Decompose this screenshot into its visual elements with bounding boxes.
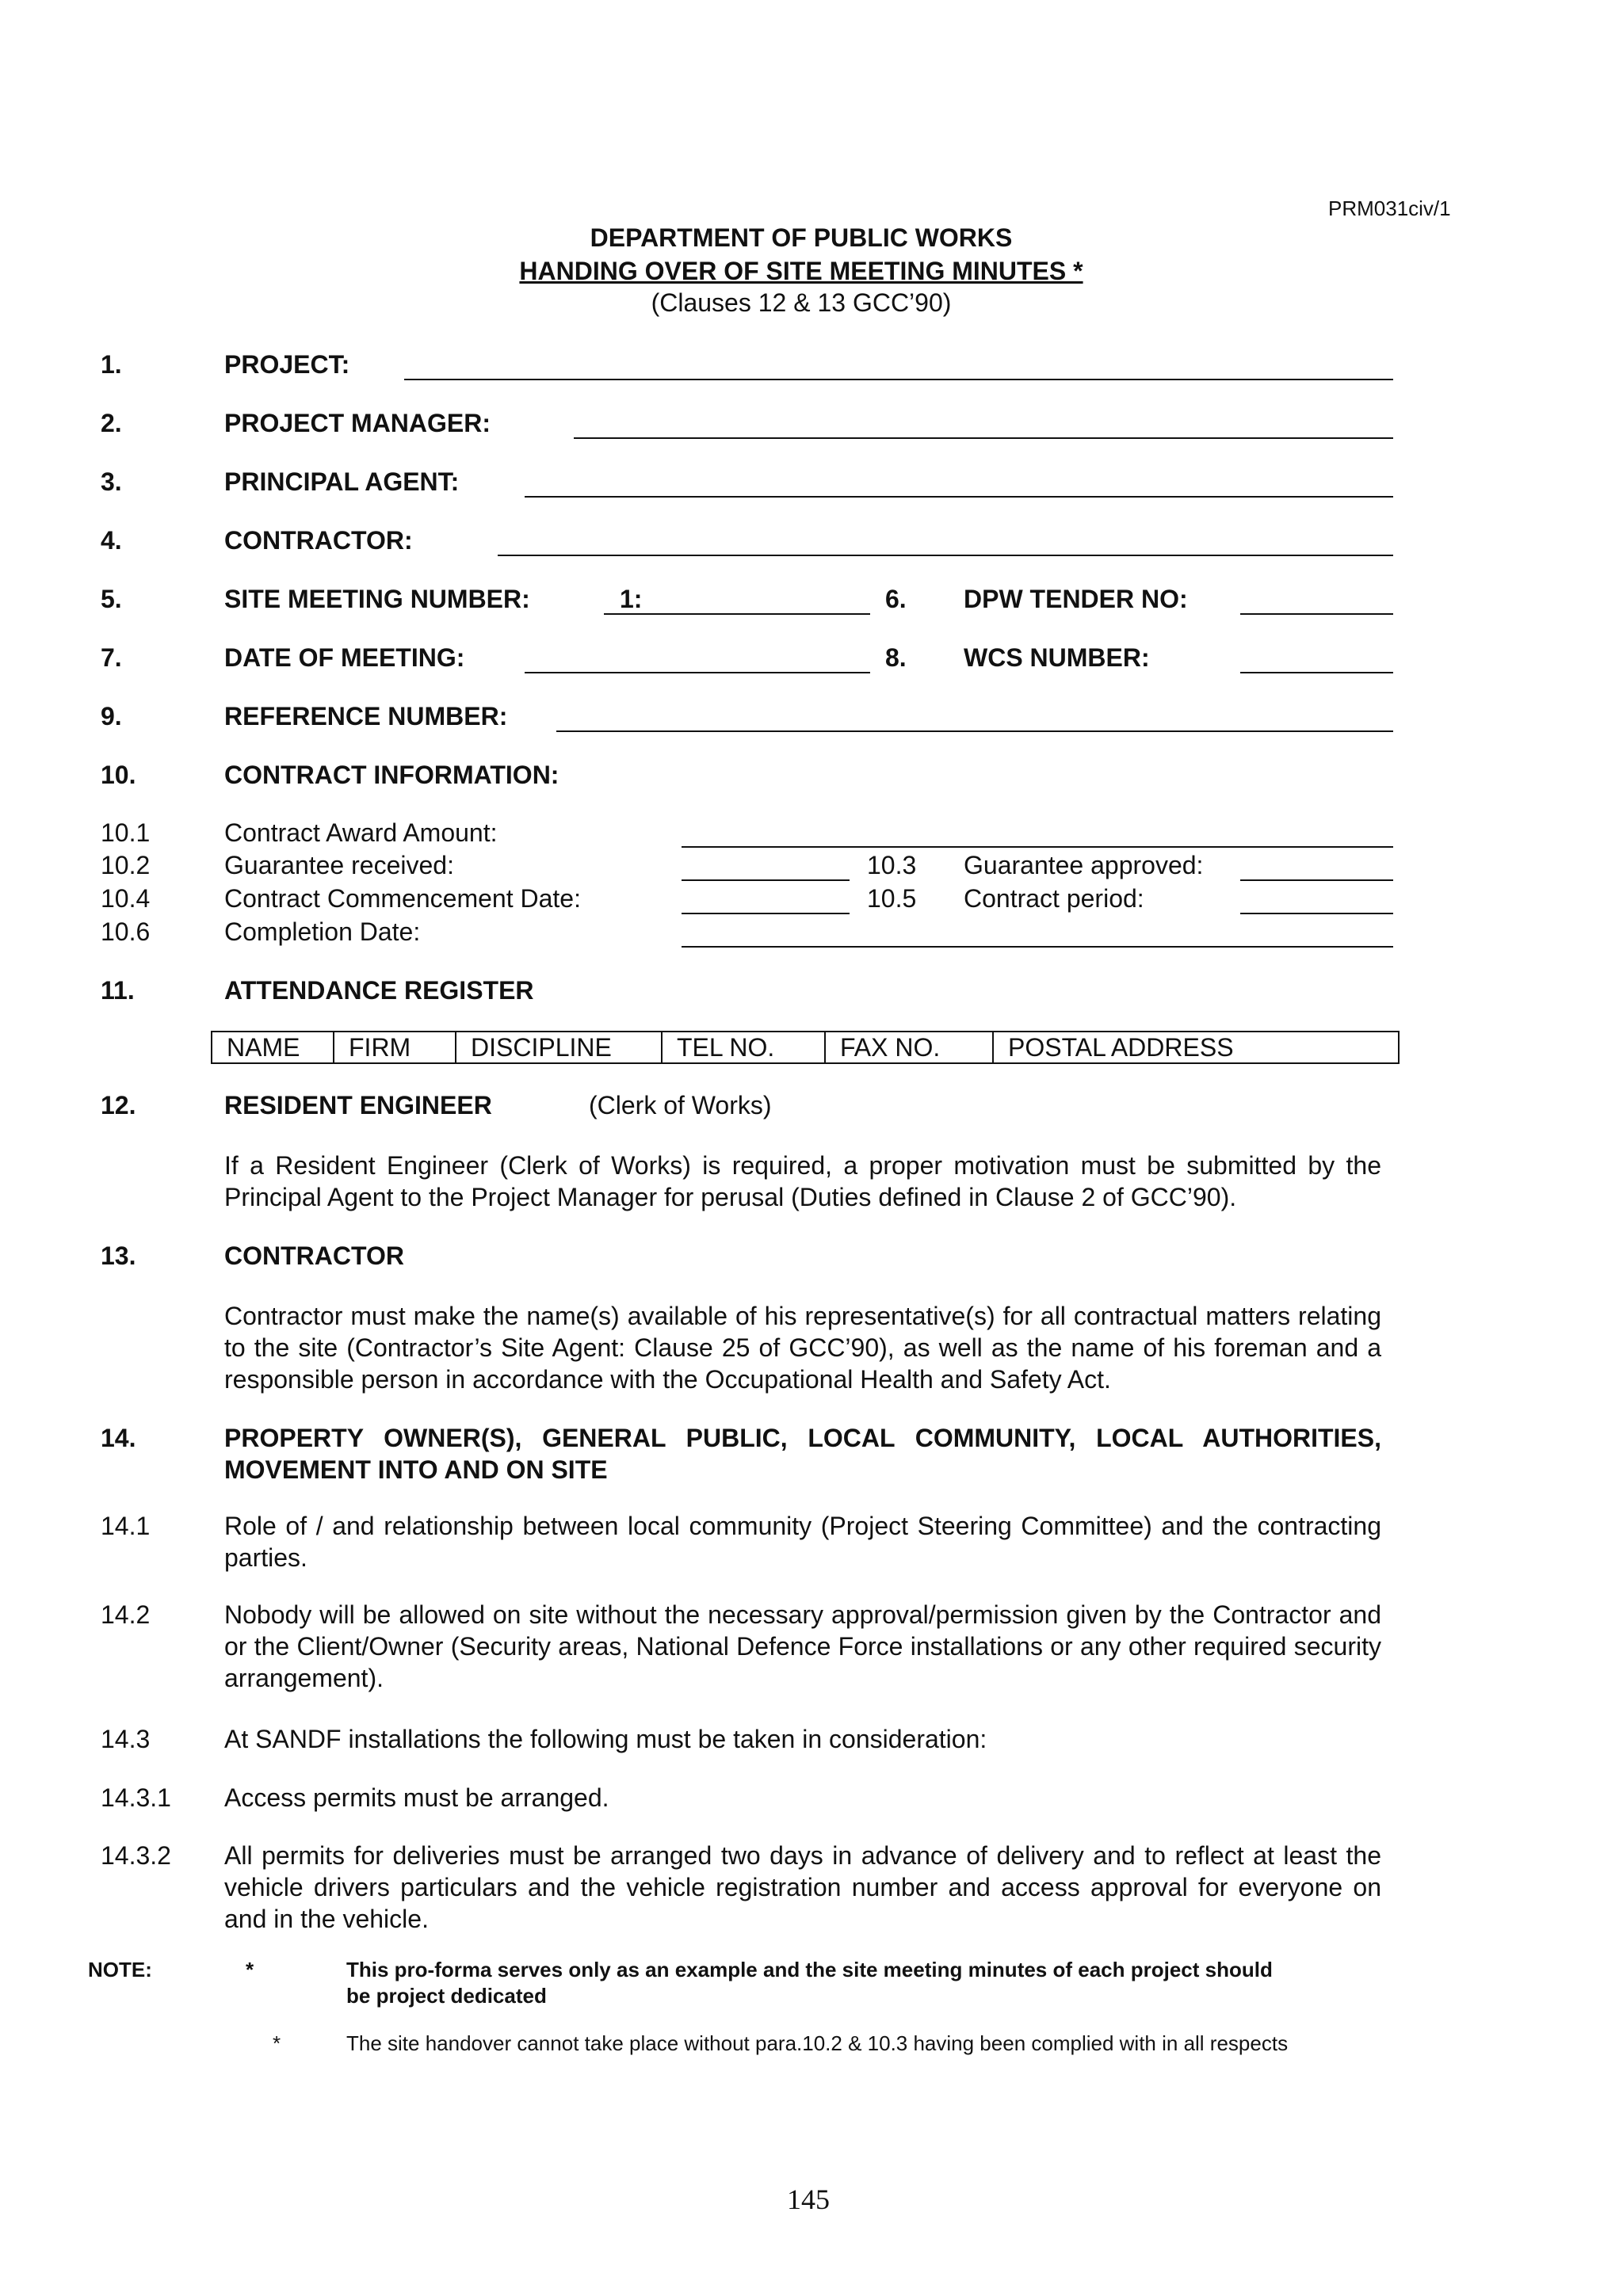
note-asterisk: *	[273, 2031, 281, 2055]
item-number: 10.5	[867, 884, 917, 913]
completion-date-input-line[interactable]	[682, 946, 1393, 948]
section-number: 11.	[101, 976, 135, 1005]
field-number: 10.	[101, 761, 136, 789]
contractor-heading: CONTRACTOR	[224, 1241, 404, 1270]
section-number: 12.	[101, 1091, 136, 1119]
contract-award-amount-input-line[interactable]	[682, 846, 1393, 848]
wcs-number-input-line[interactable]	[1240, 672, 1393, 673]
column-header: NAME	[212, 1032, 334, 1063]
project-manager-label: PROJECT MANAGER:	[224, 409, 491, 437]
date-of-meeting-input-line[interactable]	[525, 672, 870, 673]
attendance-register-heading: ATTENDANCE REGISTER	[224, 976, 534, 1005]
date-of-meeting-label: DATE OF MEETING:	[224, 643, 465, 672]
page-number: 145	[787, 2183, 830, 2215]
reference-number-label: REFERENCE NUMBER:	[224, 702, 508, 730]
note-pro-forma: This pro-forma serves only as an example and the site meeting minutes of each project should be project dedicated	[346, 1958, 1273, 2008]
attendance-register-table	[211, 1031, 1400, 1064]
contractor-label: CONTRACTOR:	[224, 526, 413, 555]
field-number: 4.	[101, 526, 122, 555]
contract-period-label: Contract period:	[964, 884, 1144, 913]
guarantee-received-label: Guarantee received:	[224, 851, 454, 879]
note-label: NOTE:	[88, 1958, 152, 1981]
contract-information-heading: CONTRACT INFORMATION:	[224, 761, 559, 789]
site-meeting-number-label: SITE MEETING NUMBER:	[224, 585, 530, 613]
item-number: 14.3.2	[101, 1841, 171, 1870]
resident-engineer-paragraph: If a Resident Engineer (Clerk of Works) is required, a proper motivation must be submitted by the Principal Agent to the Project Manager for perusal (Duties defined in Clause 2 of GCC’90).	[224, 1151, 1381, 1211]
item-number: 10.3	[867, 851, 917, 879]
contract-commencement-date-input-line[interactable]	[682, 913, 850, 914]
department-title: DEPARTMENT OF PUBLIC WORKS	[590, 223, 1013, 252]
table-header-row	[212, 1032, 1399, 1063]
completion-date-label: Completion Date:	[224, 917, 421, 946]
field-number: 1.	[101, 350, 122, 379]
document-subtitle: (Clauses 12 & 13 GCC’90)	[651, 288, 952, 317]
item-number: 10.2	[101, 851, 151, 879]
project-manager-input-line[interactable]	[574, 437, 1393, 439]
column-header: FAX NO.	[825, 1032, 993, 1063]
note-site-handover: The site handover cannot take place without para.10.2 & 10.3 having been complied with in all respects	[346, 2031, 1289, 2055]
field-number: 3.	[101, 467, 122, 496]
field-number: 8.	[885, 643, 907, 672]
field-number: 7.	[101, 643, 122, 672]
section-number: 13.	[101, 1241, 136, 1270]
role-relationship-paragraph: Role of / and relationship between local community (Project Steering Committee) and the contracting parties.	[224, 1512, 1381, 1572]
contract-period-input-line[interactable]	[1240, 913, 1393, 914]
resident-engineer-heading: RESIDENT ENGINEER	[224, 1091, 492, 1119]
contract-award-amount-label: Contract Award Amount:	[224, 818, 498, 847]
guarantee-approved-label: Guarantee approved:	[964, 851, 1204, 879]
item-number: 10.4	[101, 884, 151, 913]
site-meeting-number-input-line[interactable]	[604, 613, 870, 615]
form-code: PRM031civ/1	[1328, 196, 1451, 220]
field-number: 9.	[101, 702, 122, 730]
field-number: 2.	[101, 409, 122, 437]
property-owner-heading: PROPERTY OWNER(S), GENERAL PUBLIC, LOCAL COMMUNITY, LOCAL AUTHORITIES, MOVEMENT INTO AND ON SITE	[224, 1424, 1381, 1484]
principal-agent-input-line[interactable]	[525, 496, 1393, 498]
note-asterisk: *	[246, 1958, 254, 1981]
item-number: 14.1	[101, 1512, 151, 1540]
contract-commencement-date-label: Contract Commencement Date:	[224, 884, 581, 913]
item-number: 10.6	[101, 917, 151, 946]
field-number: 5.	[101, 585, 122, 613]
site-access-paragraph: Nobody will be allowed on site without the necessary approval/permission given by the Contractor and or the Client/Owner (Security areas, National Defence Force installations or any other required security arrangement).	[224, 1600, 1381, 1692]
document-title: HANDING OVER OF SITE MEETING MINUTES *	[519, 257, 1083, 285]
wcs-number-label: WCS NUMBER:	[964, 643, 1150, 672]
sandf-paragraph: At SANDF installations the following must be taken in consideration:	[224, 1725, 987, 1753]
project-input-line[interactable]	[404, 379, 1393, 380]
reference-number-input-line[interactable]	[556, 730, 1393, 732]
column-header: POSTAL ADDRESS	[993, 1032, 1399, 1063]
dpw-tender-no-input-line[interactable]	[1240, 613, 1393, 615]
delivery-permits-paragraph: All permits for deliveries must be arranged two days in advance of delivery and to reflect at least the vehicle drivers particulars and the vehicle registration number and access approval for everyone on and in the vehicle.	[224, 1841, 1381, 1933]
item-number: 14.2	[101, 1600, 151, 1629]
section-number: 14.	[101, 1424, 136, 1452]
dpw-tender-no-label: DPW TENDER NO:	[964, 585, 1188, 613]
column-header: DISCIPLINE	[456, 1032, 662, 1063]
item-number: 10.1	[101, 818, 151, 847]
column-header: TEL NO.	[662, 1032, 825, 1063]
guarantee-approved-input-line[interactable]	[1240, 879, 1393, 881]
column-header: FIRM	[334, 1032, 456, 1063]
guarantee-received-input-line[interactable]	[682, 879, 850, 881]
contractor-paragraph: Contractor must make the name(s) available of his representative(s) for all contractual matters relating to the site (Contractor’s Site Agent: Clause 25 of GCC’90), as well as the name of his foreman and a responsible person in accordance with the Occupational Health and Safety Act.	[224, 1302, 1381, 1394]
principal-agent-label: PRINCIPAL AGENT:	[224, 467, 460, 496]
item-number: 14.3.1	[101, 1783, 171, 1812]
item-number: 14.3	[101, 1725, 151, 1753]
field-number: 6.	[885, 585, 907, 613]
access-permits-paragraph: Access permits must be arranged.	[224, 1783, 609, 1812]
project-label: PROJECT:	[224, 350, 350, 379]
clerk-of-works-note: (Clerk of Works)	[589, 1091, 772, 1119]
contractor-input-line[interactable]	[498, 555, 1393, 556]
site-meeting-number-value: 1:	[620, 585, 643, 613]
